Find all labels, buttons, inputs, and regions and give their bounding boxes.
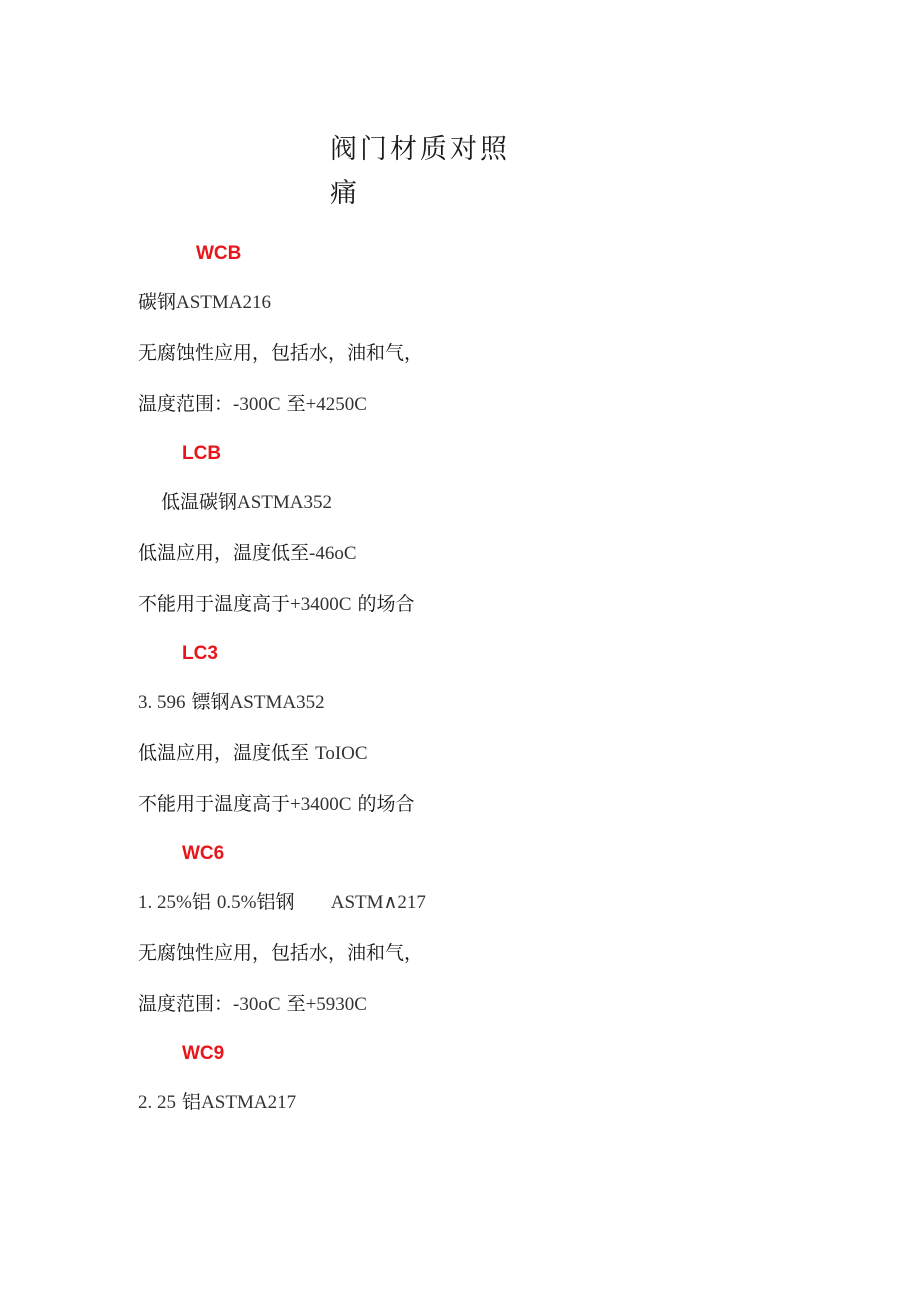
lc3-material-standard: ASTMA352 <box>229 692 325 713</box>
lc3-application-line <box>138 740 368 767</box>
lc3-limit-cjk: 不能用于温度高于 <box>138 793 291 815</box>
wcb-temperature-line <box>138 391 367 418</box>
lcb-limit-suffix: 的场合 <box>357 593 415 615</box>
wcb-application-line: 无腐蚀性应用，包括水，油和气， <box>138 342 424 364</box>
wcb-temp-min: -300C <box>233 394 281 415</box>
lc3-limit-temp: +3400C <box>290 794 352 815</box>
lcb-application-cjk: 低温应用，温度低至 <box>138 542 310 564</box>
lcb-application-line <box>138 540 357 567</box>
section-heading-lc3: LC3 <box>182 643 218 664</box>
section-heading-wc9: WC9 <box>182 1043 225 1064</box>
wc6-material-percent-2: 0.5% <box>216 892 257 913</box>
wcb-temp-label: 温度范围： <box>138 393 234 415</box>
section-heading-wc6: WC6 <box>182 843 225 864</box>
lcb-limit-temp: +3400C <box>290 594 352 615</box>
wc6-temp-to: 至 <box>286 993 306 1015</box>
wc9-material-cjk: 铝 <box>182 1091 202 1113</box>
section-heading-wcb: WCB <box>196 243 242 264</box>
wc9-material-percent: 2. 25 <box>138 1092 176 1113</box>
lcb-material-cjk: 低温碳钢 <box>161 491 238 513</box>
wc6-material-line <box>138 889 426 916</box>
lc3-limit-suffix: 的场合 <box>357 793 415 815</box>
lc3-limit-line <box>138 791 414 818</box>
lc3-material-percent: 3. 596 <box>138 692 186 713</box>
lc3-material-line <box>138 689 325 716</box>
lc3-application-temp: ToIOC <box>315 743 368 764</box>
document-title: 阀门材质对照 痛 <box>330 134 510 209</box>
wc6-material-cjk-2: 铝钢 <box>256 891 295 913</box>
wc6-temp-min: -30oC <box>233 994 281 1015</box>
wc6-application-line: 无腐蚀性应用，包括水，油和气， <box>138 942 424 964</box>
wc6-temp-label: 温度范围： <box>138 993 234 1015</box>
lcb-material-line <box>161 489 332 516</box>
wcb-material-cjk: 碳钢 <box>138 291 177 313</box>
wc9-material-line <box>138 1089 296 1116</box>
lcb-limit-cjk: 不能用于温度高于 <box>138 593 291 615</box>
lc3-material-cjk: 镖钢 <box>191 691 230 713</box>
wc9-material-standard: ASTMA217 <box>201 1092 297 1113</box>
wc6-material-percent-1: 1. 25% <box>138 892 192 913</box>
lcb-application-temp: -46oC <box>309 543 357 564</box>
wc6-temperature-line <box>138 991 367 1018</box>
lcb-limit-line <box>138 591 414 618</box>
wc6-material-cjk-1: 铝 <box>191 891 211 913</box>
lc3-application-cjk: 低温应用，温度低至 <box>138 742 310 764</box>
section-heading-lcb: LCB <box>182 443 222 464</box>
wcb-temp-max: +4250C <box>305 394 367 415</box>
wc6-material-standard: ASTM∧217 <box>330 892 426 913</box>
lcb-material-standard: ASTMA352 <box>237 492 333 513</box>
wc6-temp-max: +5930C <box>305 994 367 1015</box>
wcb-temp-to: 至 <box>286 393 306 415</box>
wcb-material-standard: ASTMA216 <box>176 292 272 313</box>
wcb-material-line <box>138 289 271 316</box>
